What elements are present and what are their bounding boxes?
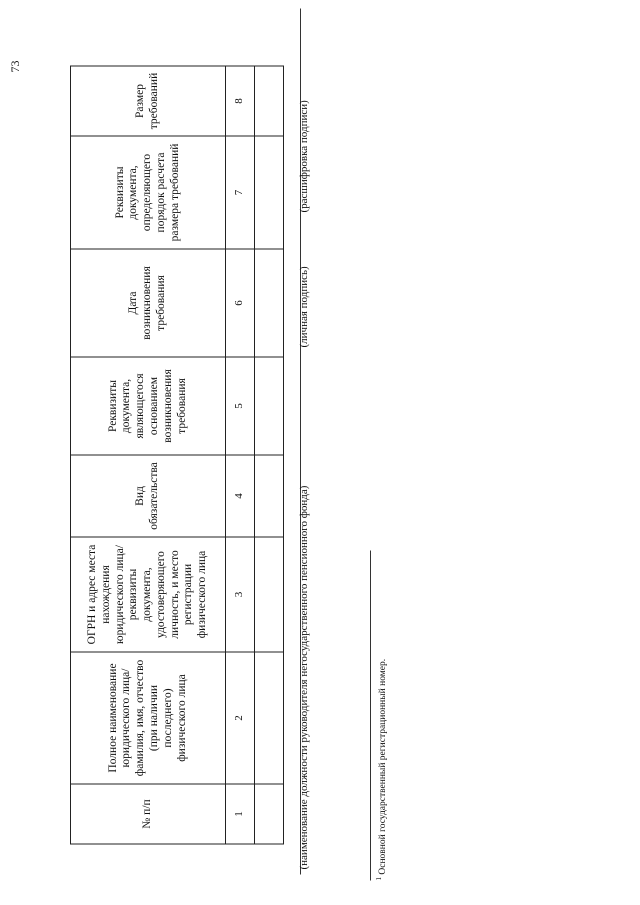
column-number: 2: [226, 652, 255, 784]
header-cell: Вид обязательства: [71, 455, 226, 537]
column-number: 4: [226, 455, 255, 537]
header-cell: Реквизиты документа, определяющего порядок расчета размера требований: [71, 136, 226, 249]
table-cell: [255, 652, 284, 784]
header-cell: ОГРН и адрес места нахождения юридического лица/реквизиты документа, удостоверяющего личность, и место регистрации физического лица: [71, 537, 226, 652]
page-number: 73: [8, 60, 22, 73]
column-number: 7: [226, 136, 255, 249]
table-cell: [255, 784, 284, 844]
column-number-row: [226, 66, 255, 844]
table-cell: [255, 537, 284, 652]
header-cell: Полное наименование юридического лица/фамилия, имя, отчество (при наличии последнего) физического лица: [71, 652, 226, 784]
table-cell: [255, 136, 284, 249]
position-caption: (наименование должности руководителя негосударственного пенсионного фонда): [298, 485, 310, 870]
table-cell: [255, 455, 284, 537]
footnote-marker: 1: [375, 877, 383, 881]
header-cell: Реквизиты документа, являющегося основанием возникновения требования: [71, 357, 226, 455]
table-cell: [255, 357, 284, 455]
header-cell: № п/п: [71, 784, 226, 844]
signature-caption: (личная подпись): [298, 266, 310, 348]
table-cell: [255, 249, 284, 357]
column-number: 3: [226, 537, 255, 652]
column-number: 6: [226, 249, 255, 357]
footnote-text: Основной государственный регистрационный номер.: [378, 658, 389, 875]
footnote: [375, 659, 388, 881]
footnote-rule: [370, 551, 371, 881]
column-number: 5: [226, 357, 255, 455]
header-cell: Дата возникновения требования: [71, 249, 226, 357]
decoding-caption: (расшифровка подписи): [298, 100, 310, 213]
claims-register-table: [70, 66, 284, 845]
table-cell: [255, 66, 284, 136]
table-header-row: [71, 66, 226, 844]
column-number: 1: [226, 784, 255, 844]
column-number: 8: [226, 66, 255, 136]
table-row: [255, 66, 284, 844]
header-cell: Размер требований: [71, 66, 226, 136]
